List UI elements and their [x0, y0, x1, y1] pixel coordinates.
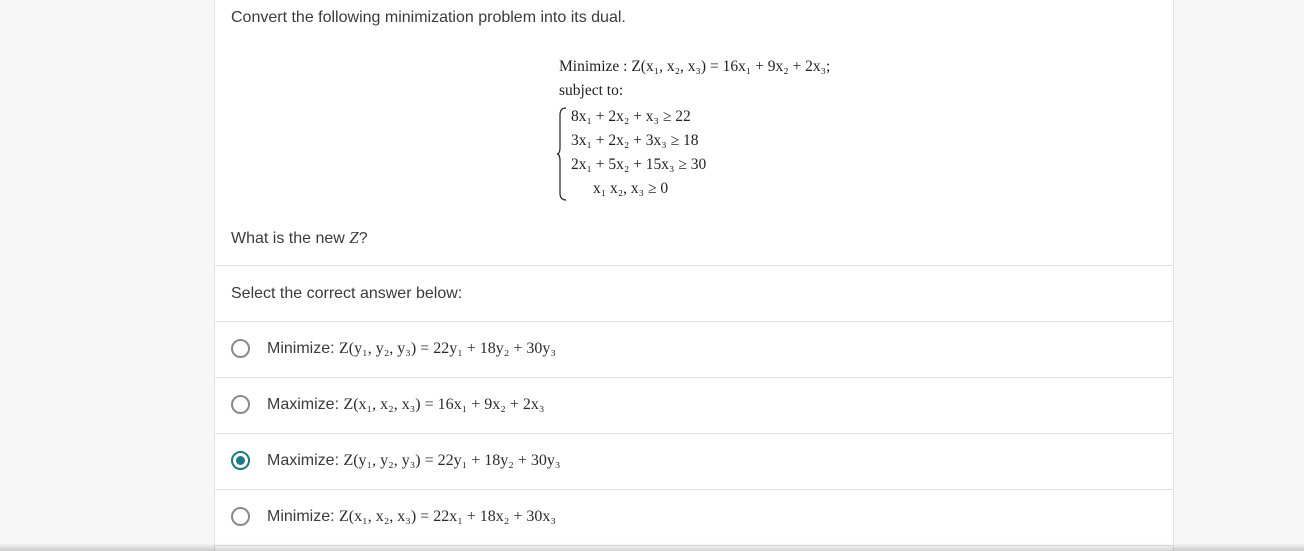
left-brace-icon [557, 107, 567, 201]
radio-button[interactable] [231, 507, 250, 526]
answer-option-label[interactable]: Maximize: Z(y₁, y₂, y₃) = 22y₁ + 18y₂ + 30y₃ [267, 451, 561, 469]
answer-option-4[interactable] [215, 489, 1173, 544]
radio-button-selected[interactable] [231, 451, 250, 470]
subject-to-label: subject to: [559, 82, 624, 99]
lp-problem-image [559, 55, 830, 201]
bottom-shadow [0, 543, 1304, 551]
divider [215, 265, 1173, 266]
prompt-end: ? [358, 230, 368, 247]
question-prompt [231, 228, 368, 248]
answer-option-2[interactable] [215, 377, 1173, 432]
constraint-2: 3x₁ + 2x₂ + 3x₃ ≥ 18 [571, 132, 699, 149]
answer-option-label[interactable]: Minimize: Z(y₁, y₂, y₃) = 22y₁ + 18y₂ + 30y₃ [267, 339, 556, 357]
answer-option-label[interactable]: Maximize: Z(x₁, x₂, x₃) = 16x₁ + 9x₂ + 2x₃ [267, 395, 545, 413]
constraint-1: 8x₁ + 2x₂ + x₃ ≥ 22 [571, 108, 691, 125]
objective-function: Minimize : Z(x₁, x₂, x₃) = 16x₁ + 9x₂ + 2x₃; [559, 58, 831, 75]
question-panel [214, 0, 1174, 551]
question-instruction: Convert the following minimization problem into its dual. [231, 9, 626, 26]
constraint-system [559, 105, 830, 201]
radio-button[interactable] [231, 339, 250, 358]
answer-option-3[interactable] [215, 433, 1173, 488]
answer-option-1[interactable] [215, 321, 1173, 376]
select-answer-label: Select the correct answer below: [231, 285, 463, 302]
prompt-text: What is the new [231, 230, 350, 247]
nonnegativity-constraint: x₁ x₂, x₃ ≥ 0 [593, 180, 669, 197]
radio-button[interactable] [231, 395, 250, 414]
answer-option-label[interactable]: Minimize: Z(x₁, x₂, x₃) = 22x₁ + 18x₂ + 30x₃ [267, 507, 556, 525]
prompt-symbol: Z [349, 228, 359, 247]
constraint-3: 2x₁ + 5x₂ + 15x₃ ≥ 30 [571, 156, 707, 173]
